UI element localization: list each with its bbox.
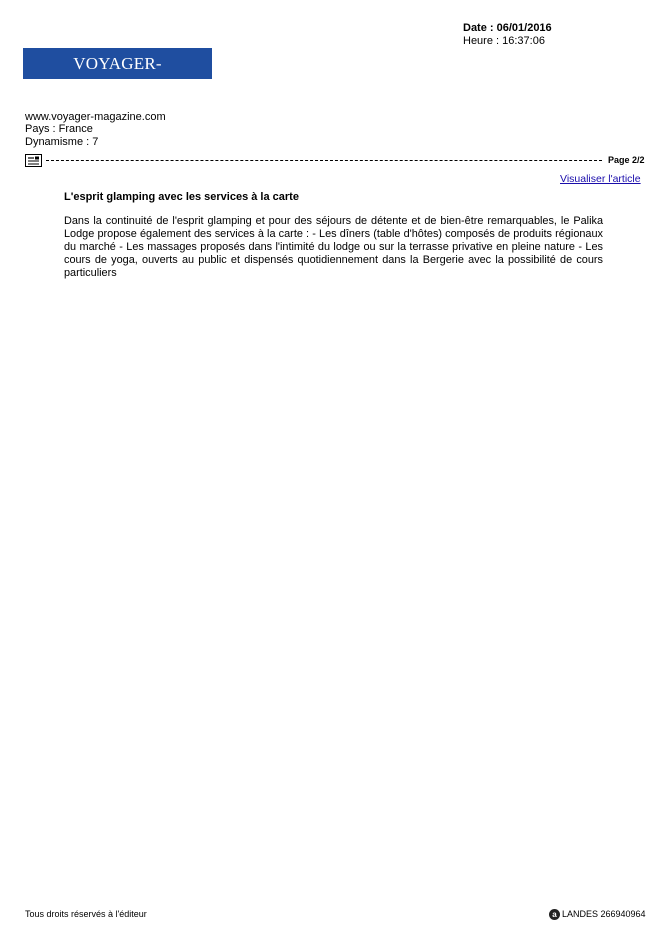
source-dynamism: Dynamisme : 7 [25, 136, 99, 148]
source-country: Pays : France [25, 123, 93, 135]
date-label: Date : 06/01/2016 [463, 22, 552, 34]
article-title: L'esprit glamping avec les services à la carte [64, 191, 299, 203]
article-icon [25, 154, 42, 167]
source-site: www.voyager-magazine.com [25, 111, 166, 123]
footer-reference [549, 908, 646, 920]
header-divider [46, 160, 602, 161]
reference-code: LANDES 266940964 [562, 909, 646, 919]
publisher-badge-icon: a [549, 909, 560, 920]
article-body: Dans la continuité de l'esprit glamping et pour des séjours de détente et de bien-être remarquables, le Palika Lodge propose également des services à la carte : - Les dîners (table d'hôtes) composés de produits régionaux du marché - Les massages proposés dans l'intimité du lodge ou sur la terrasse privative en pleine nature - Les cours de yoga, ouverts au public et dispensés quotidiennement dans la Bergerie avec la possibilité de cours particuliers [64, 215, 603, 279]
page-number: Page 2/2 [608, 155, 645, 165]
view-article-link[interactable]: Visualiser l'article [560, 173, 641, 185]
time-label: Heure : 16:37:06 [463, 35, 545, 47]
publication-logo: VOYAGER-magazine.com [23, 48, 212, 79]
rights-notice: Tous droits réservés à l'éditeur [25, 909, 147, 919]
